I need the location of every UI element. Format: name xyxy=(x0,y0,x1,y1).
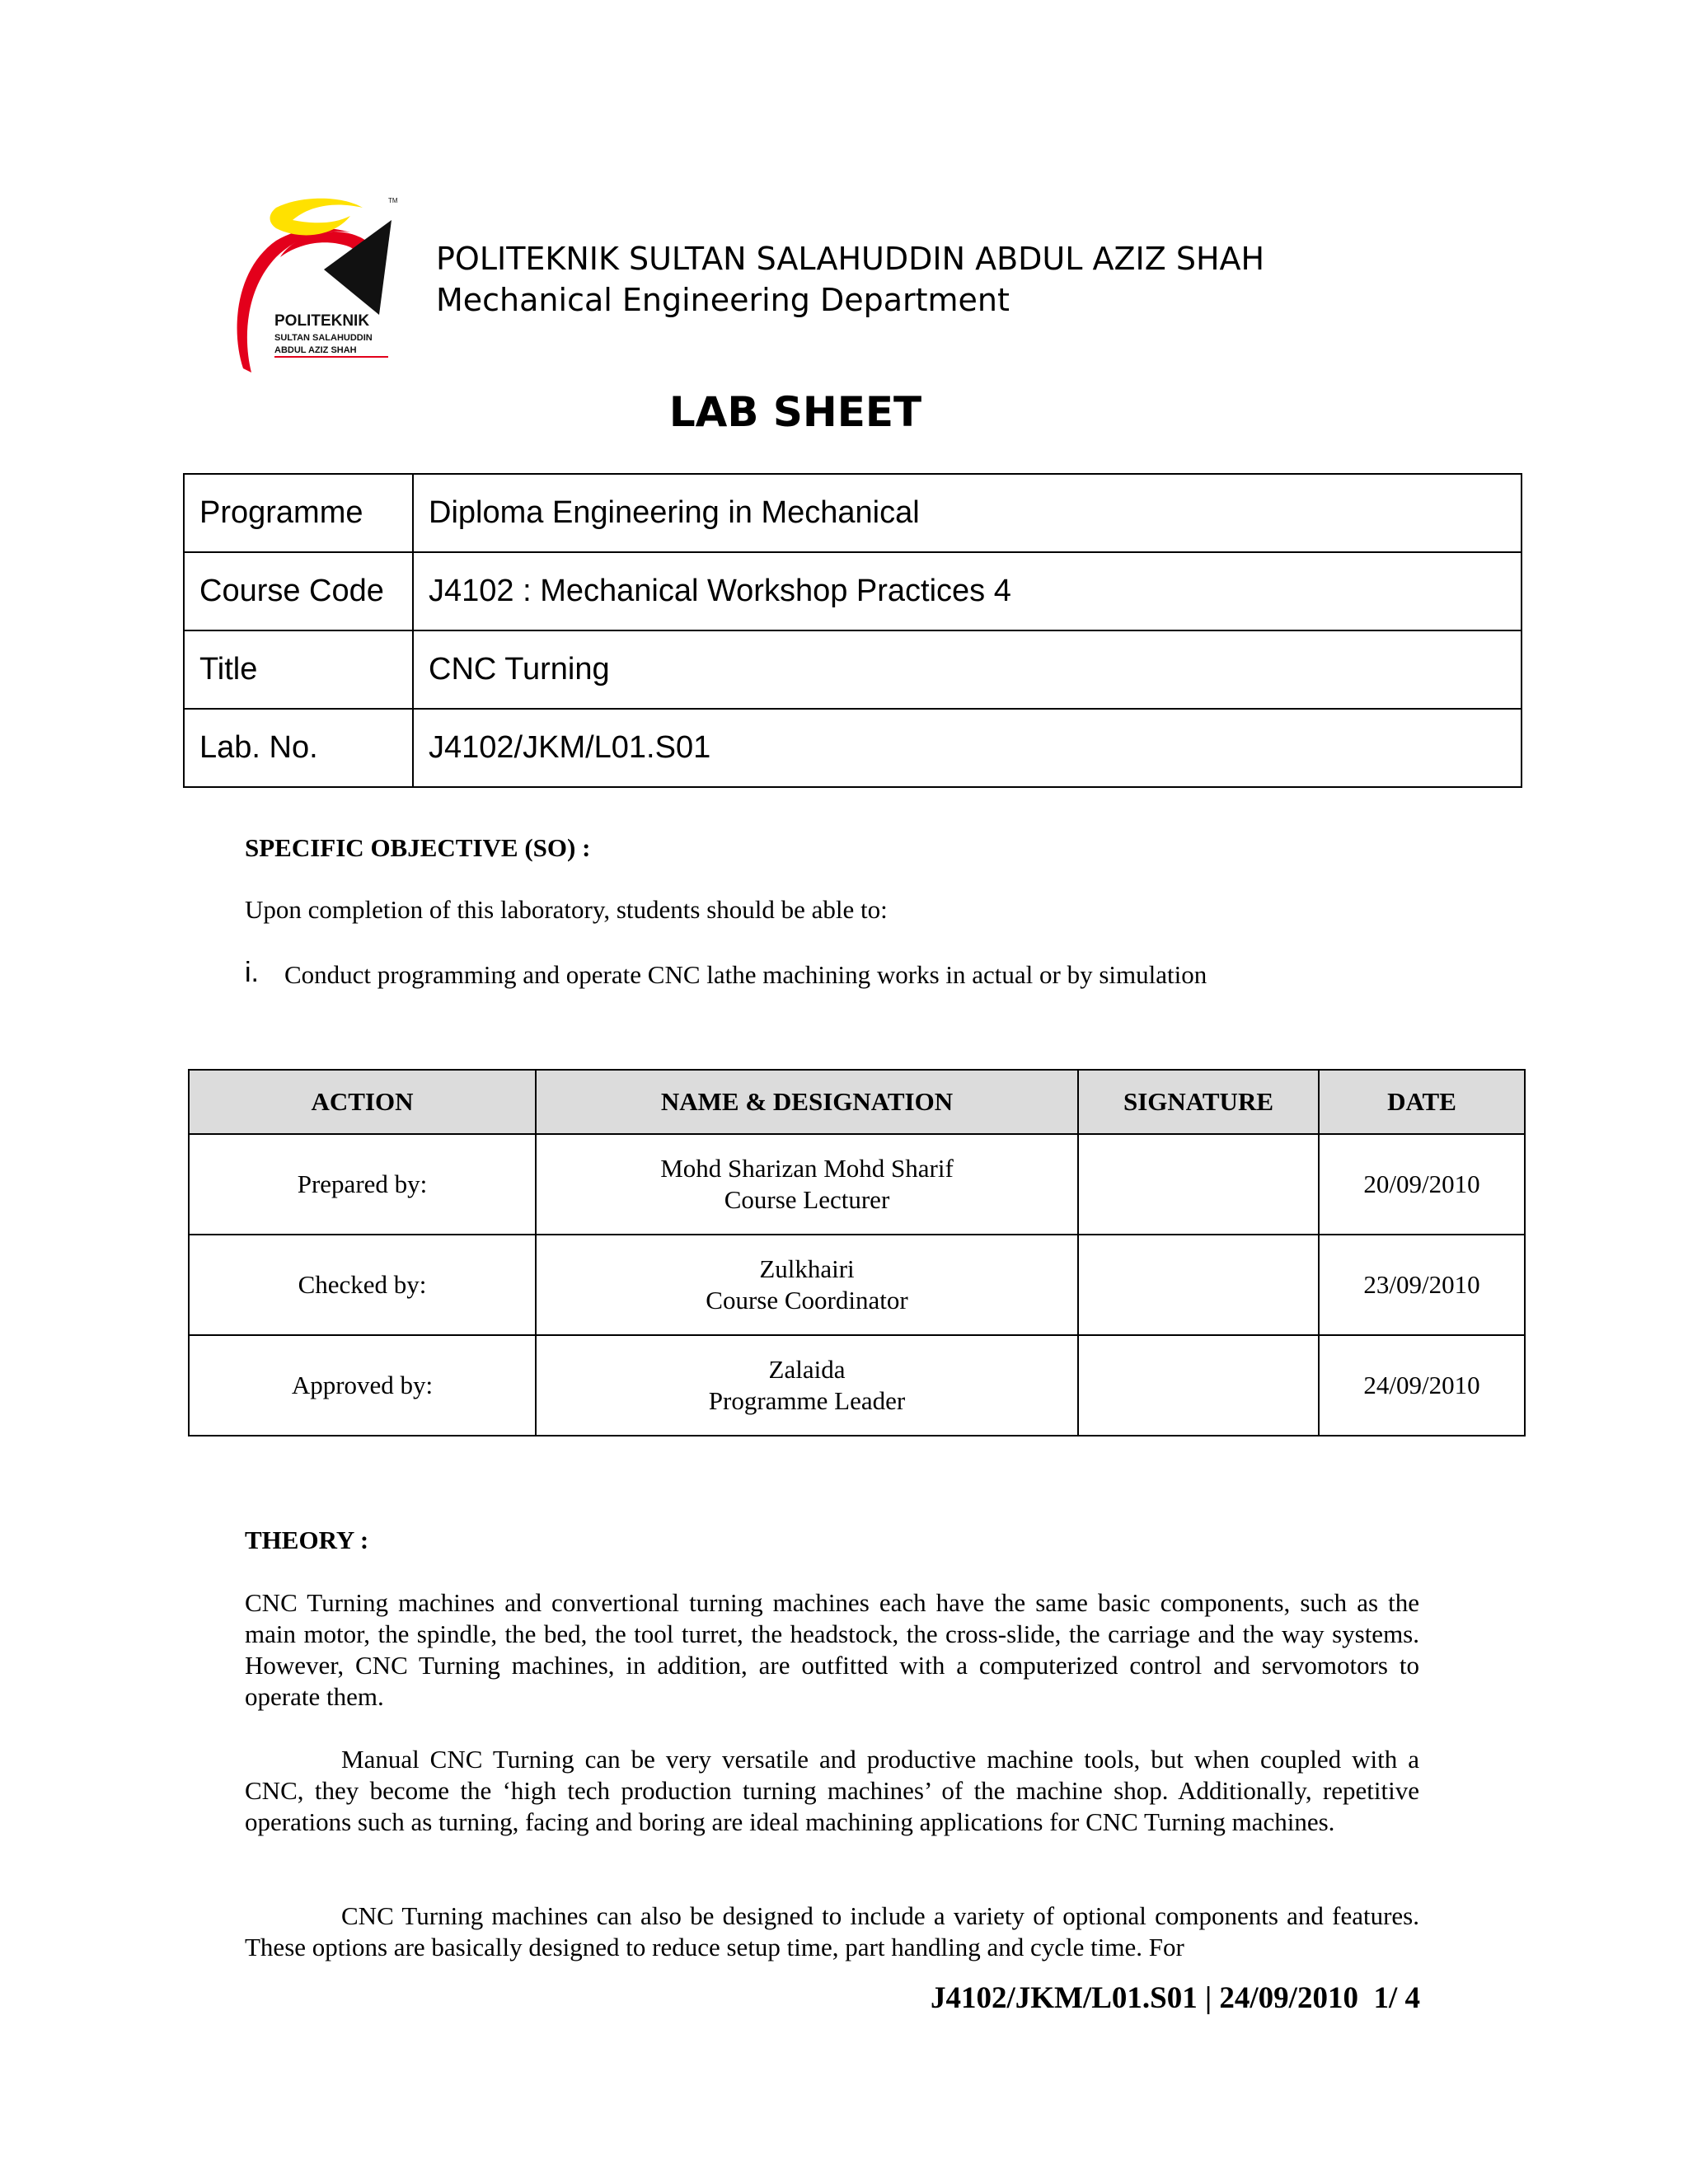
objective-intro: Upon completion of this laboratory, students should be able to: xyxy=(245,895,888,924)
header-date: DATE xyxy=(1319,1070,1525,1134)
signoff-action: Checked by: xyxy=(189,1235,536,1335)
logo-text-main: POLITEKNIK xyxy=(274,312,370,330)
info-value: J4102/JKM/L01.S01 xyxy=(413,709,1522,787)
signoff-name: Mohd Sharizan Mohd Sharif xyxy=(660,1154,954,1183)
info-row xyxy=(184,552,1522,630)
info-label: Title xyxy=(184,630,413,709)
signoff-row xyxy=(189,1235,1525,1335)
theory-heading: THEORY : xyxy=(245,1526,369,1554)
logo-yellow-swoosh xyxy=(270,199,363,236)
signoff-designation: Course Coordinator xyxy=(706,1286,908,1315)
signoff-date: 24/09/2010 xyxy=(1319,1335,1525,1436)
info-label: Course Code xyxy=(184,552,413,630)
signoff-action: Prepared by: xyxy=(189,1134,536,1235)
page-footer: J4102/JKM/L01.S01 | 24/09/2010 1/ 4 xyxy=(930,1981,1420,2015)
signoff-table xyxy=(188,1069,1526,1436)
info-row xyxy=(184,630,1522,709)
objective-item-number: i. xyxy=(245,957,259,988)
logo-text-sub1: SULTAN SALAHUDDIN xyxy=(274,333,373,343)
info-label: Lab. No. xyxy=(184,709,413,787)
course-info-table xyxy=(183,473,1522,788)
signoff-signature xyxy=(1078,1235,1319,1335)
info-row xyxy=(184,709,1522,787)
info-row xyxy=(184,474,1522,552)
info-value: J4102 : Mechanical Workshop Practices 4 xyxy=(413,552,1522,630)
header-name-designation: NAME & DESIGNATION xyxy=(536,1070,1078,1134)
signoff-name: Zalaida xyxy=(768,1355,846,1384)
objective-heading: SPECIFIC OBJECTIVE (SO) : xyxy=(245,833,591,862)
page-title: LAB SHEET xyxy=(668,388,922,436)
signoff-name: Zulkhairi xyxy=(759,1254,855,1283)
institution-name: POLITEKNIK SULTAN SALAHUDDIN ABDUL AZIZ SHAH xyxy=(436,241,1265,277)
objective-item-text: Conduct programming and operate CNC lathe machining works in actual or by simulation xyxy=(284,960,1207,989)
signoff-action: Approved by: xyxy=(189,1335,536,1436)
info-label: Programme xyxy=(184,474,413,552)
logo-text-sub2: ABDUL AZIZ SHAH xyxy=(274,345,357,355)
info-value: CNC Turning xyxy=(413,630,1522,709)
signoff-date: 20/09/2010 xyxy=(1319,1134,1525,1235)
politeknik-logo xyxy=(227,191,401,379)
signoff-signature xyxy=(1078,1134,1319,1235)
signoff-name-designation xyxy=(536,1335,1078,1436)
logo-tm: TM xyxy=(388,197,398,204)
theory-paragraph: Manual CNC Turning can be very versatile and productive machine tools, but when coupled with a CNC, they become the ‘high tech production turning machines’ of the machine shop. Additionally, repetitive operations such as turning, facing and boring are ideal machining applications for CNC Turning machines. xyxy=(245,1745,1419,1836)
info-value: Diploma Engineering in Mechanical xyxy=(413,474,1522,552)
signoff-row xyxy=(189,1134,1525,1235)
department-name: Mechanical Engineering Department xyxy=(436,282,1010,318)
theory-paragraph: CNC Turning machines and convertional turning machines each have the same basic components, such as the main motor, the spindle, the bed, the tool turret, the headstock, the cross-slide, the carriage and the way systems. However, CNC Turning machines, in addition, are outfitted with a computerized control and servomotors to operate them. xyxy=(245,1588,1419,1711)
theory-paragraph: CNC Turning machines can also be designed to include a variety of optional components and features. These options are basically designed to reduce setup time, part handling and cycle time. For xyxy=(245,1901,1419,1961)
header-action: ACTION xyxy=(189,1070,536,1134)
signoff-designation: Programme Leader xyxy=(708,1386,906,1415)
signoff-signature xyxy=(1078,1335,1319,1436)
signoff-name-designation xyxy=(536,1235,1078,1335)
signoff-date: 23/09/2010 xyxy=(1319,1235,1525,1335)
signoff-name-designation xyxy=(536,1134,1078,1235)
signoff-row xyxy=(189,1335,1525,1436)
signoff-designation: Course Lecturer xyxy=(724,1185,890,1214)
signoff-header-row xyxy=(189,1070,1525,1134)
header-signature: SIGNATURE xyxy=(1078,1070,1319,1134)
